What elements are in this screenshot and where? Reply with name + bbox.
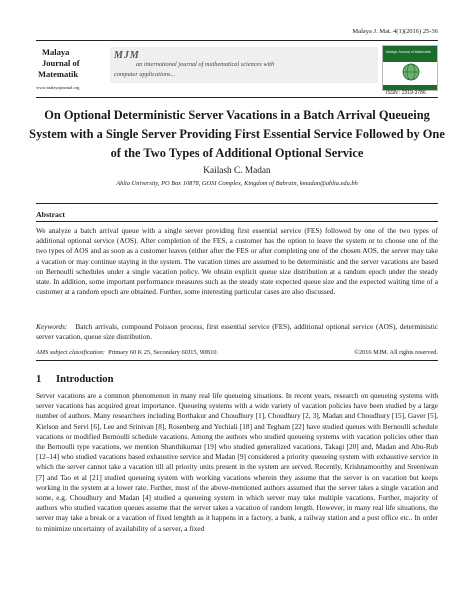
section-heading xyxy=(36,374,114,385)
author-name: Kailash C. Madan xyxy=(203,166,271,176)
section-number: 1 xyxy=(36,374,42,385)
cover-title: Malaya Journal of Matematik xyxy=(386,50,431,54)
section-title: Introduction xyxy=(56,374,114,385)
abstract-rule-bottom xyxy=(36,360,438,361)
abstract-heading: Abstract xyxy=(36,210,66,219)
keywords-text: Batch arrivals, compound Poisson process, first essential service (FES), additional optional service (AOS), deterministic server vacation, queue size distribution. xyxy=(36,322,438,342)
globe-icon xyxy=(401,62,421,82)
cover-top-band xyxy=(383,46,437,62)
banner-tagline-2: computer applications... xyxy=(114,71,176,78)
header-rule-top xyxy=(36,40,438,41)
ams-codes: Primary 60 K 25, Secondary 60J15, 90B10. xyxy=(108,349,219,356)
ams-classification xyxy=(36,349,218,356)
keywords-label: Keywords: xyxy=(36,322,68,331)
copyright: ©2016 MJM. All rights reserved. xyxy=(354,349,438,356)
banner-tagline-1: an international journal of mathematical sciences with xyxy=(136,61,275,68)
abstract-rule-top xyxy=(36,203,438,204)
header-rule-bottom xyxy=(36,97,438,98)
issn-label: ISSN : 2319-3786 xyxy=(386,90,426,96)
paper-title: On Optional Deterministic Server Vacations in a Batch Arrival Queueing System with a Single Server Providing First Essential Service Followed by One of the Two Types of Additional Optional Service xyxy=(29,108,445,160)
journal-url[interactable]: www.malayajournal.org xyxy=(36,85,80,90)
logo-line-3: Matematik xyxy=(38,69,79,79)
abstract-text: We analyze a batch arrival queue with a single server providing first essential service (FES) followed by one of the two types of additional optional service (AOS). After completion of the FES, a customer has the option to leave the system or to choose one of the two types of AOS and as soon as a customer leaves (either after the FES or after completing one of the chosen AOS, the server may take a vacation or may continue staying in the system. The vacation times are assumed to be deterministic and the server vacations are based on Bernoulli schedules under a single vacation policy. We obtain explicit queue size distribution at a random epoch under the steady state. In addition, some important performance measures such as the steady state expected queue size and the expected waiting time of a customer at a random epoch are obtained. Further, some interesting particular cases are also discussed. xyxy=(36,226,438,297)
journal-reference: Malaya J. Mat. 4(1)(2016) 25-36 xyxy=(352,28,438,35)
keywords xyxy=(36,322,438,342)
abstract-heading-rule xyxy=(36,221,438,222)
logo-line-1: Malaya xyxy=(42,47,70,57)
introduction-text: Server vacations are a common phenomenon in many real life queueing situations. In recent years, research on queueing systems with server vacations has acquired great importance. Queueing systems with a wide variety of vacation policies have been studied by a large number of authors. Many researchers including Borthakur and Choudhury [1], Choudhury [2, 3], Madan and Choudhury [15], Gaver [5], Kielson and Servi [6], Lee and Srinivan [8], Rosenberg and Yechiali [18] and Tegham [22] have studied queues with Bernoulli schedule vacations or modified Bernoulli schedule vacations. Among the authors who studied queueing systems with vacation policies other than the Bernoulli type vacations, we mention Shanthikumar [19] who studied generalized vacations, Takagi [20] and, Madan and Abu-Rub [12–14] who studied vacations based exhaustive service and Madan [9] considered a priority queueing system with exhaustive service in which the server cannot take a vacation till all priority units present in the system are served. Recently, Krishnamoorthy and Sreeniwan [7] and Tao et al [21] studied queueing system with working vacations wherein they assume that the server is on vacation but keeps working in the system at a lower rate. Further, most of the above-mentioned authors assumed that the server takes a single vacation and some, e.g. Choudhury and Madan [4] studied a queueing system in which server may take multiple vacations. Further, majority of authors who studied vacation queues assume that the server takes a vacation of random length. However, in many real life situations, the server may take a break or a vacation of fixed lenghth as it happens in a factory, a bank, a railway station and a post office etc.. In order to minimize uncertainty of availability of a server, a fixed xyxy=(36,391,438,533)
logo-line-2: Journal of xyxy=(42,58,80,68)
journal-banner xyxy=(110,47,378,83)
journal-header xyxy=(36,47,438,97)
journal-cover-image xyxy=(382,45,438,91)
ams-label: AMS subject classification: xyxy=(36,349,105,356)
author-affiliation: Ahlia University, PO Box 10878, GOSI Complex, Kingdom of Bahrain, kmadan@ahlia.edu.bh xyxy=(116,180,358,187)
banner-mjm: MJM xyxy=(114,50,140,61)
